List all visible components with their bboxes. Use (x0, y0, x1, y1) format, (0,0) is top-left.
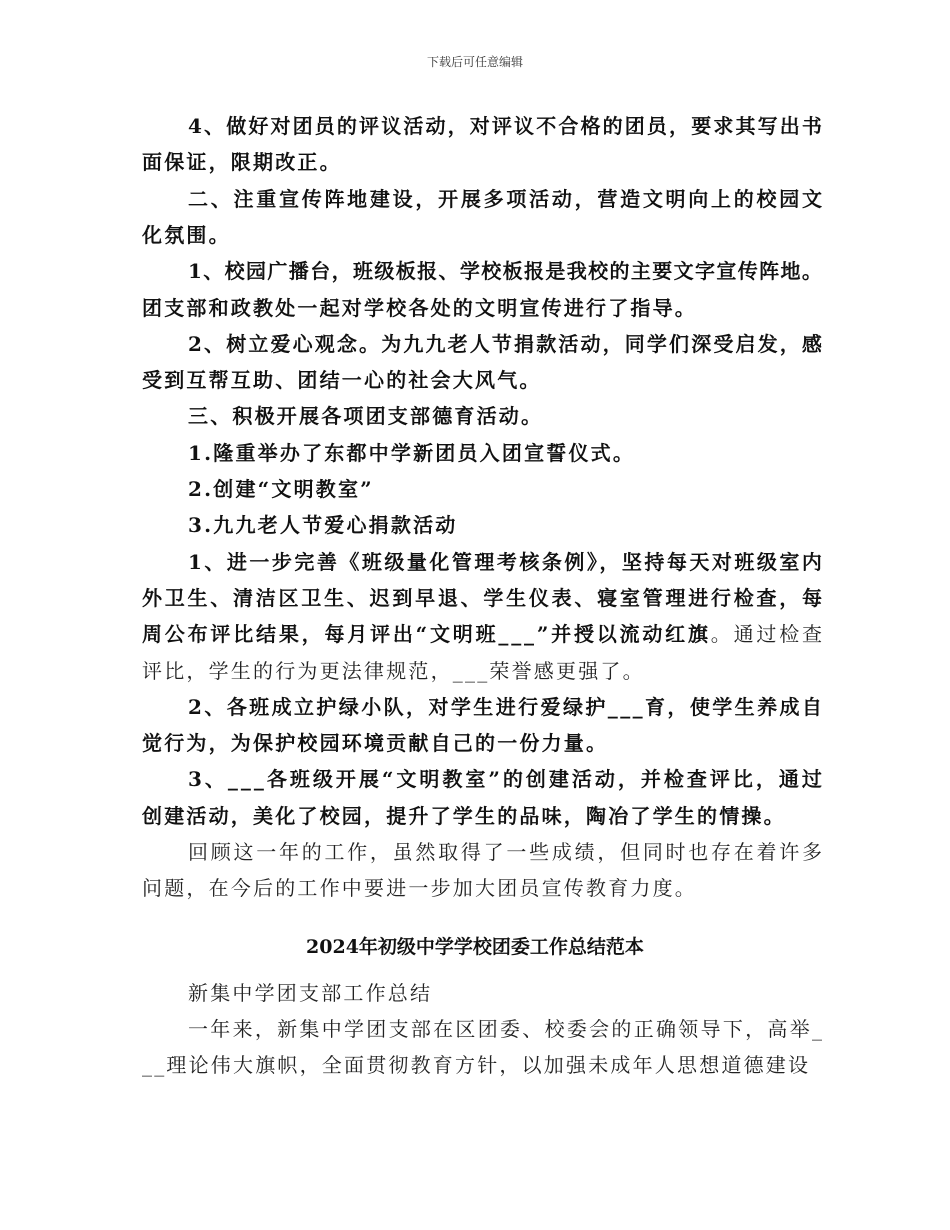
section-title: 2024年初级中学学校团委工作总结范本 (306, 935, 644, 958)
text-segment: 一年来，新集中学团支部在区团委、校委会的正确领导下，高举_ (188, 1016, 825, 1041)
text-line (142, 362, 542, 398)
text-line (188, 253, 823, 289)
text-segment: 周公布评比结果，每月评出“文明班___”并授以流动红旗 (142, 622, 711, 647)
page-header: 下载后可任意编辑 (426, 55, 523, 69)
text-segment: 面保证，限期改正。 (142, 150, 342, 175)
text-line (142, 616, 825, 652)
text-line (188, 544, 824, 580)
text-line (188, 834, 825, 870)
text-line (142, 144, 342, 180)
text-segment: 创建活动，美化了校园，提升了学生的品味，陶冶了学生的情操。 (142, 803, 786, 828)
text-line (188, 471, 374, 507)
text-line (142, 798, 786, 834)
text-segment: 化氛围。 (142, 222, 231, 247)
text-line (188, 398, 543, 434)
text-segment: 。通过检查 (710, 622, 825, 647)
text-segment: 回顾这一年的工作，虽然取得了一些成绩，但同时也存在着许多 (188, 840, 825, 864)
text-segment: 3、___各班级开展“文明教室”的创建活动，并检查评比，通过 (188, 767, 825, 792)
text-segment: 2、各班成立护绿小队，对学生进行爱绿护___育，使学生养成自 (188, 694, 825, 719)
text-line (188, 689, 824, 725)
text-line (142, 290, 697, 326)
text-segment: 评比，学生的行为更法律规范，___荣誉感更强了。 (142, 658, 645, 683)
text-line (142, 870, 697, 906)
text-line (188, 1011, 824, 1047)
text-segment: 三、积极开展各项团支部德育活动。 (188, 404, 544, 429)
text-segment: 问题，在今后的工作中要进一步加大团员宣传教育力度。 (142, 876, 697, 901)
text-segment: 2、树立爱心观念。为九九老人节捐款活动，同学们深受启发，感 (188, 331, 825, 356)
text-line (188, 507, 457, 543)
text-line (188, 181, 825, 217)
text-segment: 觉行为，为保护校园环境贡献自己的一份力量。 (142, 731, 609, 756)
text-segment: 团支部和政教处一起对学校各处的文明宣传进行了指导。 (142, 295, 697, 320)
text-segment: 新集中学团支部工作总结 (188, 980, 433, 1005)
text-line (142, 580, 825, 616)
text-line (188, 435, 635, 471)
text-segment: 2.创建“文明教室” (188, 477, 374, 501)
text-segment: 1、进一步完善《班级量化管理考核条例》，坚持每天对班级室内 (188, 549, 825, 574)
text-line (188, 761, 825, 797)
text-line (188, 975, 432, 1011)
text-segment: __理论伟大旗帜，全面贯彻教育方针，以加强未成年人思想道德建设 (142, 1053, 811, 1078)
text-segment: 3.九九老人节爱心捐款活动 (188, 513, 458, 538)
text-segment: 二、注重宣传阵地建设，开展多项活动，营造文明向上的校园文 (188, 186, 825, 211)
text-line (188, 326, 824, 362)
text-line (142, 725, 608, 761)
text-segment: 4、做好对团员的评议活动，对评议不合格的团员，要求其写出书 (188, 114, 825, 138)
text-line (142, 217, 231, 253)
text-segment: 受到互帮互助、团结一心的社会大风气。 (142, 368, 542, 393)
text-line (188, 108, 824, 144)
text-segment: 1、校园广播台，班级板报、学校板报是我校的主要文字宣传阵地。 (188, 259, 824, 284)
text-line (142, 1047, 810, 1083)
text-segment: 1.隆重举办了东都中学新团员入团宣誓仪式。 (188, 440, 636, 465)
text-segment: 外卫生、清洁区卫生、迟到早退、学生仪表、寝室管理进行检查，每 (142, 585, 825, 610)
text-line (142, 653, 645, 689)
